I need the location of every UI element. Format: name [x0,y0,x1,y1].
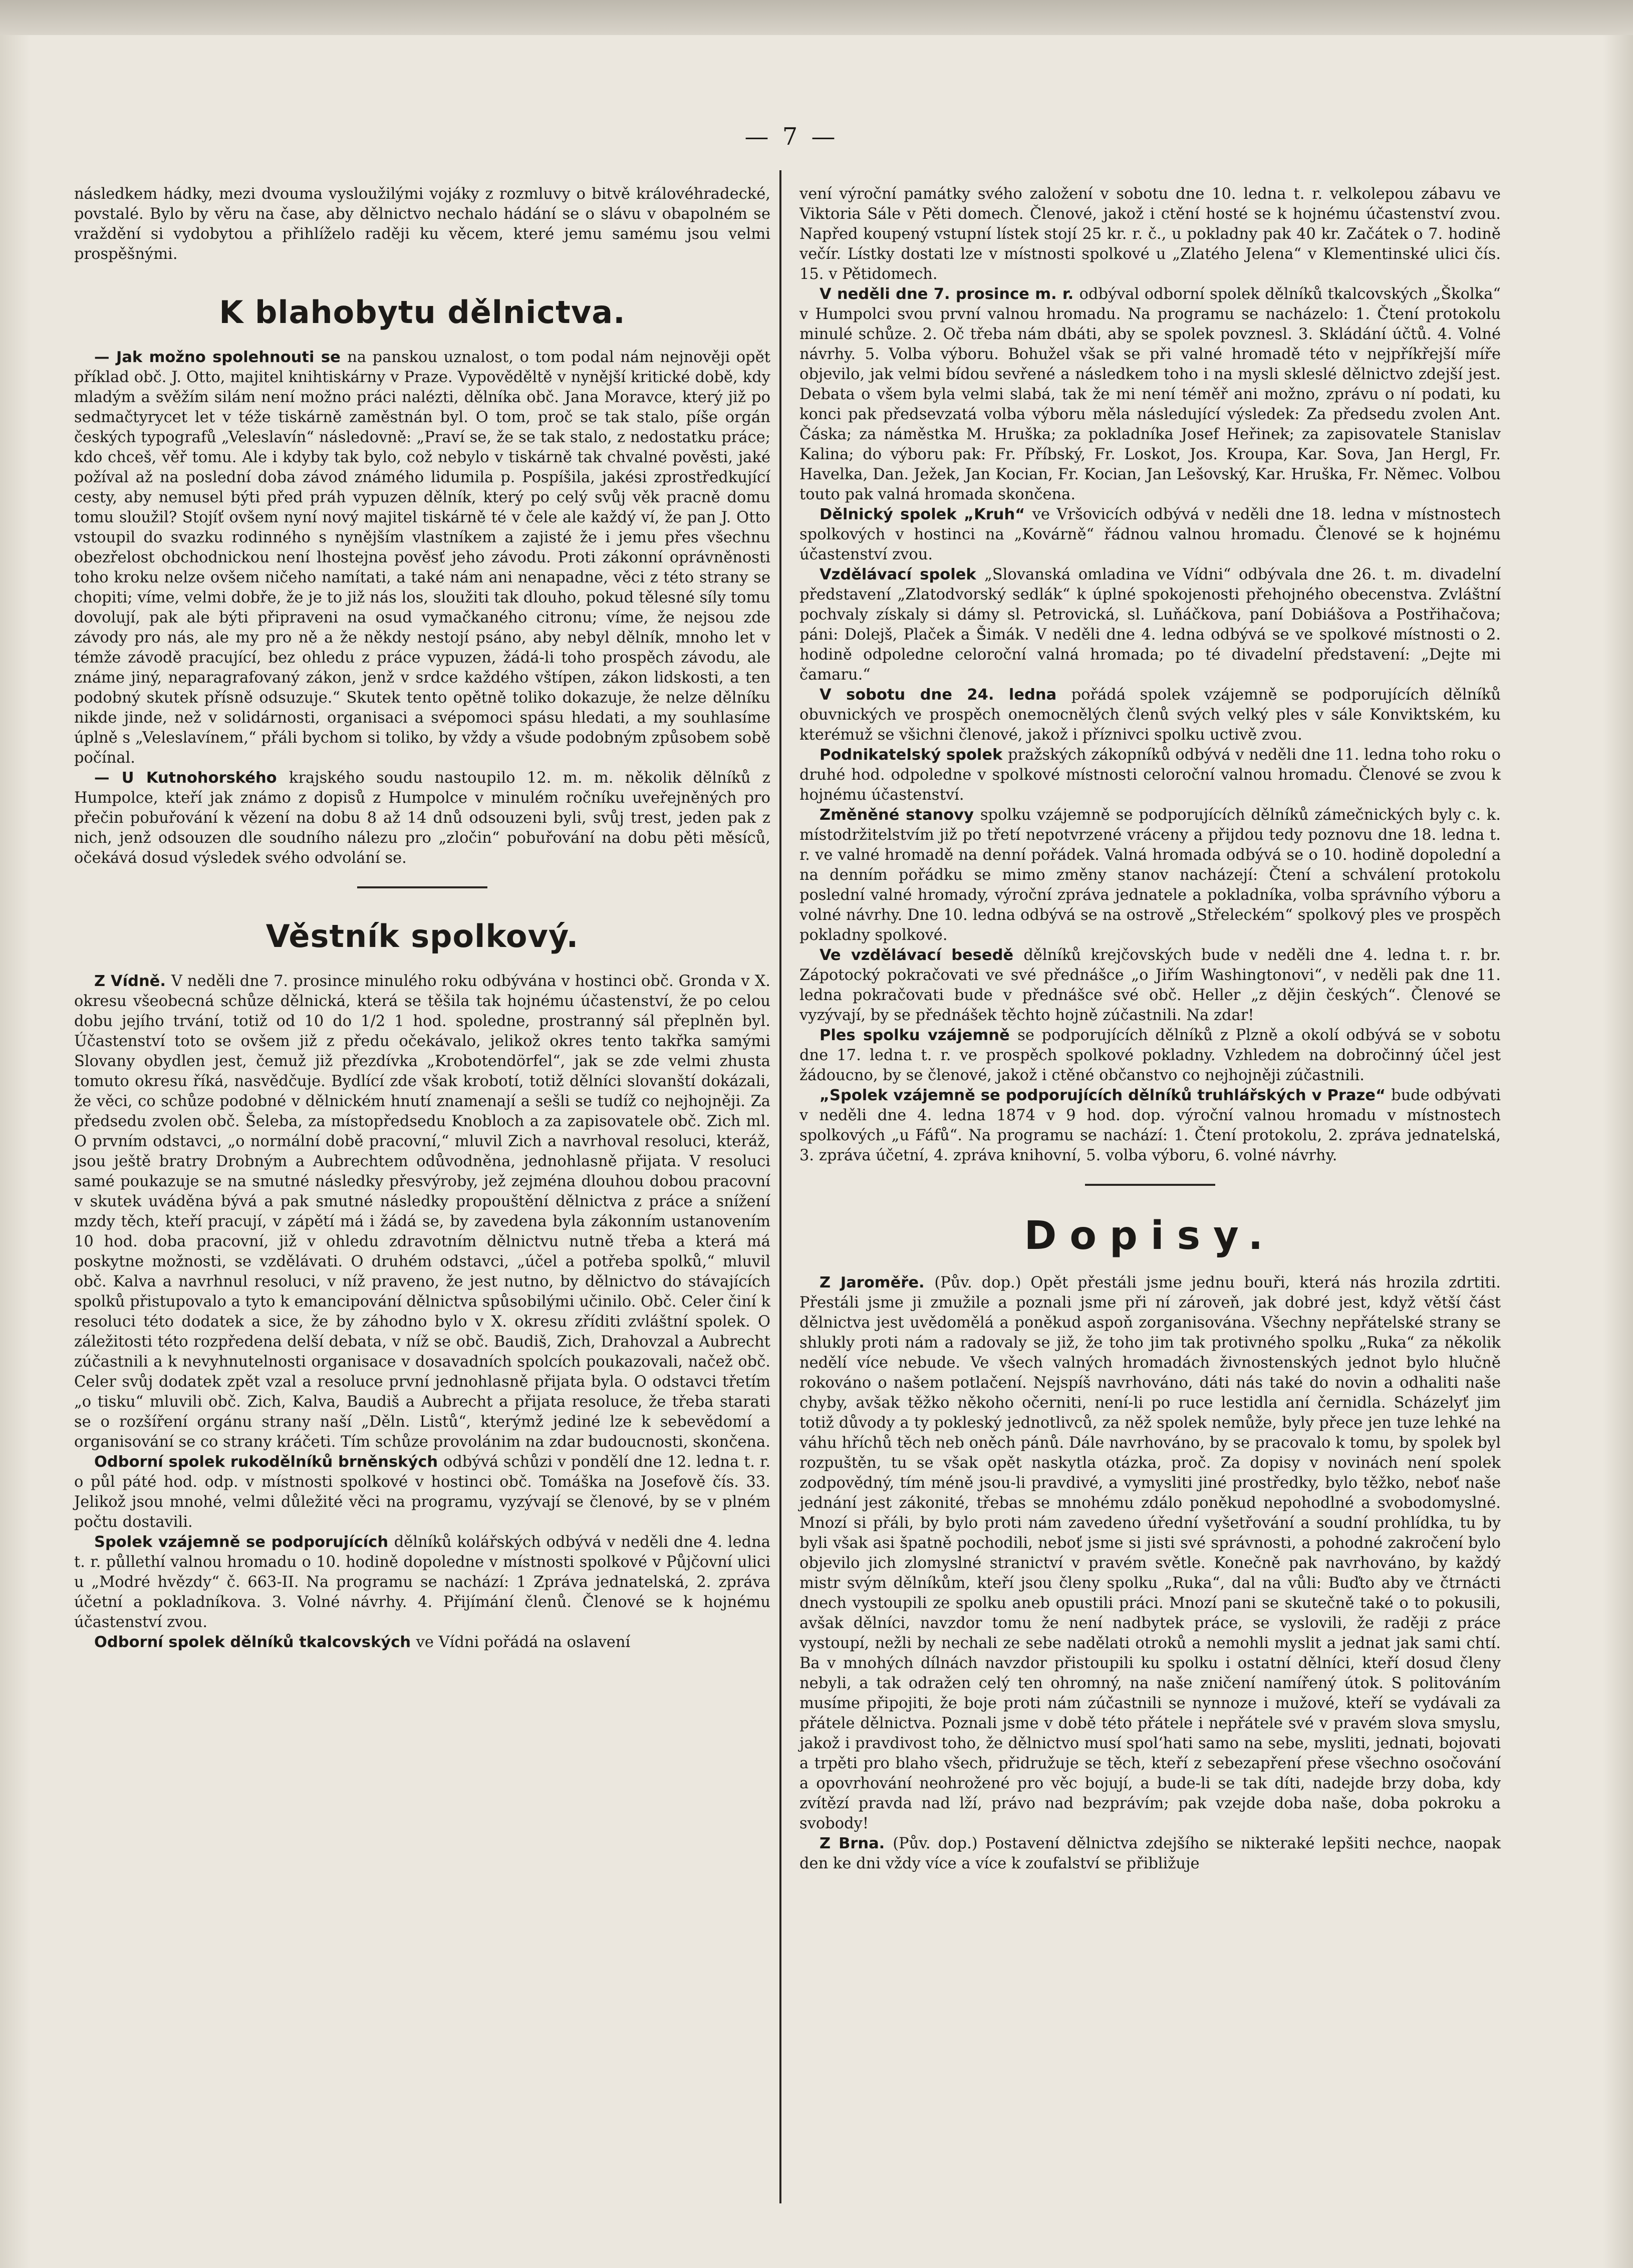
letter-jaromer-text: (Pův. dop.) Opět přestáli jsme jednu bouři, která nás hrozila zdrtiti. Přestáli jsme ji zmužile a poznali jsme při ní zároveň, jak dobré jest, když větší část dělnictva jest uvědomělá a poněkud aspoň zorganisována. Všechny nepřátelské strany se shlukly proti nám a radovaly se již, že toho jim tak protivného spolku „Ruka“ za několik nedělí více nebude. Ve všech valných hromadách živnostenských jednot bylo hlučně rokováno o našem potlačení. Nejspíš navrhováno, dáti nás také do novin a odhaliti naše chyby, avšak těžko někoho očerniti, není-li po ruce lestidla aní černidla. Scházelyť jim totiž důvody a ty pokleský jednotlivců, za něž spolek nemůže, byly přece jen tuze lehké na váhu hříchů těch neb oněch pánů. Dále navrhováno, by se pracovalo k tomu, by spolek byl rozpuštěn, tu se však opět naskytla otázka, proč. Za dopisy v novinách není spolek zodpovědný, tím méně jsou-li pravdivé, a vymysliti jiné prostředky, bylo těžko, neboť naše jednání jest zákonité, třebas se mnohému zdálo poněkud nepohodlné a svobodomyslné. Mnozí si přáli, by bylo proti nám zavedeno úřední vyšetřování a soudní prohlídka, tu by byli však asi špatně pochodili, neboť jsme si jisti své správnosti, a pohodné zakročení bylo objevilo jich zlomyslné stranictví v pravém světle. Konečně pak navrhováno, by každý mistr svým dělníkům, kteří jsou členy spolku „Ruka“, dal na vůli: Buďto aby ve čtrnácti dnech vystoupili ze spolku aneb opustili práci. Mnozí pani se skutečně také o to pokusili, avšak dělníci, navzdor tomu že není nadbytek práce, se vyslovili, že raději z práce vystoupí, nežli by nechali ze sebe nadělati otroků a nemohli myslit a jednat jak sami chtí. Ba v mnohých dílnách navzdor přistoupili ku spolku i ostatní dělníci, kteří dosud členy nebyli, a tak odražen celý ten ohromný, na naše zničení namířený útok. S politováním musíme připojiti, že boje proti nám zúčastnili se nynnoze i mužové, kteří se vydávali za přátele dělnictva. Poznali jsme v době této přátele i nepřátele své v pravém slova smyslu, jakož i pravdivost toho, že dělnictvo musí spol‘hati samo na sebe, mysliti, jednati, bojovati a trpěti pro blaho všech, přidružuje se těch, kteří z sebezapření přese všechno osočování a opovrhování neohrožené pro věc bojují, a bude-li se tak díti, nadejde brzy doba, kdy zvítězí pravda nad lží, právo nad bezprávím; pak vzejde doba naše, doba pokroku a svobody! [799,1274,1501,1832]
notice-vidne-lead: Z Vídně. [94,973,171,990]
article-otto-text: na panskou uznalost, o tom podal nám nejnověji opět příklad obč. J. Otto, majitel knihtiskárny v Praze. Vypověděltě v nynější kritické době, kdy mladým a svěžím silám není možno práci nalézti, dělníka obč. Jana Moravce, který již po sedmačtyrycet let v téže tiskárně zaměstnán byl. O tom, proč se tak stalo, píše orgán českých typografů „Veleslavín“ následovně: „Praví se, že se tak stalo, z nedostatku práce; kdo chceš, věř tomu. Ale i kdyby tak bylo, což nebylo v tiskárně tak chvalné pověsti, jaké požíval až na poslední doba závod známého lidumila p. Pospíšila, jakési zprostředkující cesty, aby nemusel býti před práh vypuzen dělník, který po celý svůj věk pracně domu tomu sloužil? Stojíť ovšem nyní nový majitel tiskárně té v čele ale každý ví, že pan J. Otto vstoupil do svazku rodinného s nynějším vlastníkem a zajisté že i jemu přes všechnu obezřelost obchodnickou není lhostejna pověsť jeho závodu. Proti zákonní oprávněnosti toho kroku nelze ovšem ničeho namítati, a také nám ani nenapadne, věci z této strany se chopiti; víme, velmi dobře, že je to již nás los, sloužiti tak dlouho, pokud tělesné síly tomu dovolují, pak ale býti připraveni na osud vymačkaného citronu; víme, že nejsou zde závody pro nás, ale my pro ně a že někdy nestojí psáno, aby nebyl dělník, mnoho let v témže závodě pracující, bez ohledu z práce vypuzen, žádá-li toho prospěch závodu, ale známe jiný, neparagrafovaný zákon, jenž v srdce každého vštípen, zákon lidskosti, a ten podobný skutek přísně odsuzuje.“ Skutek tento opětně toliko dokazuje, že nelze dělníku nikde jinde, než v solidárnosti, organisaci a svépomoci spásu hledati, a my souhlasíme úplně s „Veleslavínem,“ přáli bychom si toliko, by vždy a všude podobným způsobem sobě počínal. [74,349,771,767]
notice-truhlari [799,1086,1501,1166]
notice-plzen-text: se podporujících dělníků z Plzně a okolí odbývá se v sobotu dne 17. ledna t. r. ve prospěch spolkové pokladny. Vzhledem na dobročinný účel jest žádoucno, by se členové, jakož i ctěné občanstvo co nejhojněji zúčastnili. [799,1027,1501,1084]
notice-kruh [799,505,1501,565]
notice-zakopnici-text: pražských zákopníků odbývá v neděli dne 11. ledna toho roku o druhé hod. odpoledne v spolkové místnosti celoroční valnou hromadu. Členové se zvou k hojnému účastenství. [799,746,1501,804]
notice-omladina-lead: Vzdělávací spolek [820,566,985,583]
right-column [799,184,1501,1874]
notice-humpolec-text: odbýval odborní spolek dělníků tkalcovských „Školka“ v Humpolci svou první valnou hromadu. Na programu se nacházelo: 1. Čtení protokolu minulé schůze. 2. Oč třeba nám dbáti, aby se spolek povznesl. 3. Skládání účtů. 4. Volné návrhy. 5. Volba výboru. Bohužel však se při valné hromadě této v nejpříkřejší míře objevilo, jak velmi bídou sevřené a následkem toho i na mysli skleslé dělnictvo zdejší jest. Debata o všem byla velmi slabá, tak že mi není téměř ani možno, zprávu o ní podati, ku konci pak předsevzatá volba výboru měla následující výsledek: Za předsedu zvolen Ant. Čáska; za náměstka M. Hruška; za pokladníka Josef Heřinek; za zapisovatele Stanislav Kalina; do výboru pak: Fr. Příbský, Fr. Loskot, Jos. Kroupa, Kar. Sova, Jan Hergl, Fr. Havelka, Dan. Ježek, Jan Kocian, Fr. Kocian, Jan Lešovský, Kar. Hruška, Fr. Němec. Volbou touto pak valná hromada skončena. [799,285,1501,503]
notice-plzen [799,1026,1501,1086]
section-divider-dopisy [1085,1184,1215,1186]
column-rule [779,170,781,2203]
notice-brno-lead: Odborní spolek rukodělníků brněnských [94,1453,443,1471]
notice-humpolec [799,284,1501,505]
article-otto-lead: — Jak možno spolehnouti se [94,349,348,366]
notice-tkalci [74,1633,770,1653]
notice-kruh-lead: Dělnický spolek „Kruh“ [820,506,1032,523]
article-kutnohorsky [74,768,770,868]
notice-ples-obuvnici-lead: V sobotu dne 24. ledna [820,686,1071,704]
notice-omladina [799,565,1501,685]
notice-stanovy-text: spolku vzájemně se podporujících dělníků zámečnických byly c. k. místodržitelstvím již po třetí nepotvrzené vráceny a přijdou tedy poznovu dne 18. ledna t. r. ve valné hromadě na denní pořádek. Valná hromada odbývá se o 10. hodině dopolední a na denním pořádku se mimo změny stanov nacházejí: Čtení a schválení protokolu poslední valné hromady, výroční zpráva jednatele a pokladníka, volba správního výboru a volné návrhy. Dne 10. ledna odbývá se na ostrově „Střeleckém“ spolkový ples ve prospěch pokladny spolkové. [799,806,1501,944]
page-number: — 7 — [744,123,839,151]
left-column [74,184,770,1653]
notice-beseda-text: dělníků krejčovských bude v neděli dne 4. ledna t. r. br. Zápotocký pokračovati ve své přednášce „o Jiřím Washingtonovi“, v neděli pak dne 11. ledna pokračovati bude v přednášce své obč. Heller „z dějin českých“. Členové se vyzývají, by se přednášek těchto hojně zúčastnili. Na zdar! [799,946,1501,1024]
letter-brno-text: (Pův. dop.) Postavení dělnictva zdejšího se nikteraké lepšiti nechce, naopak den ke dni vždy více a více k zoufalství se přibližuje [799,1835,1501,1872]
letter-brno [799,1834,1501,1874]
notice-truhlari-lead: „Spolek vzájemně se podporujících dělníků truhlářských v Praze“ [820,1087,1392,1104]
notice-beseda-lead: Ve vzdělávací besedě [820,946,1024,964]
section-divider [357,886,487,888]
notice-plzen-lead: Ples spolku vzájemně [820,1027,1018,1044]
article-otto [74,348,770,768]
notice-brno-rukodelnici [74,1452,770,1532]
notice-stanovy-lead: Změněné stanovy [820,806,980,824]
intro-paragraph: následkem hádky, mezi dvouma vysloužilými vojáky z rozmluvy o bitvě královéhradecké, povstalé. Bylo by věru na čase, aby dělnictvo nechalo hádání se o slávu v obapolném se vraždění si vydobytou a přihlíželo raději ku věcem, které jemu samému jsou velmi prospěšnými. [74,185,770,263]
heading-vestnik: Věstník spolkový. [265,918,579,954]
notice-zakopnici-lead: Podnikatelský spolek [820,746,1008,764]
notice-brno-text: odbývá schůzi v pondělí dne 12. ledna t. r. o půl páté hod. odp. v místnosti spolkové v hostinci obč. Tomáška na Josefově čís. 33. Jelikož jsou mnohé, velmi důležité věci na programu, vyzývají se členové, by se v plném počtu dostavili. [74,1453,770,1531]
notice-truhlari-text: bude odbývati v neděli dne 4. ledna 1874 v 9 hod. dop. výroční valnou hromadu v místnostech spolkových „u Fáfů“. Na programu se nachází: 1. Čtení protokolu, 2. zpráva jednatelská, 3. zpráva účetní, 4. zpráva knihovní, 5. volba výboru, 6. volné návrhy. [799,1087,1501,1164]
notice-kolari-text: dělníků kolářských odbývá v neděli dne 4. ledna t. r. půllethí valnou hromadu o 10. hodině dopoledne v místnosti spolkové v Půjčovní ulici u „Modré hvězdy“ č. 663-II. Na programu se nachází: 1 Zpráva jednatelská, 2. zpráva účetní a pokladníkova. 3. Volné návrhy. 4. Přijímání členů. Členové se k hojnému účastenství zvou. [74,1533,770,1631]
notice-vidne [74,971,770,1452]
notice-vidne-text: V neděli dne 7. prosince minulého roku odbývána v hostinci obč. Gronda v X. okresu všeobecná schůze dělnická, která se těšila tak hojnému účastenství, že po celou dobu jejího trvání, totiž od 10 do 1/2 1 hod. spoledne, prostranný sál přeplněn byl. Účastenství toto se ovšem již z předu očekávalo, jelikož okres tento takřka samými Slovany obydlen jest, čemuž již přezdívka „Krobotendörfel“, jak se zde velmi zhusta tomuto okresu říká, nasvědčuje. Bydlící zde však krobotí, totiž dělníci slovanští dokázali, že věci, co schůze podobné v dělnickém hnutí znamenají a sešli se tudíž co nejhojněji. Za předsedu zvolen obč. Šeleba, za místopředsedu Knobloch a za zapisovatele obč. Zich ml. O prvním odstavci, „o normální době pracovní,“ mluvil Zich a navrhoval resoluci, kteráž, jsou ještě bratry Drobným a Aubrechtem odůvodněna, jednohlasně přijata. V resoluci samé poukazuje se na smutné následky přesvýroby, jež zejména dlouhou dobou pracovní v skutek uváděna bývá a pak smutné následky propouštění dělnictva z práce a snížení mzdy těch, kteří pracují, v zápětí má i žádá se, by zavedena byla zákonním ustanovením 10 hod. doba pracovní, již v ohledu zdravotním dělnictvu nutně třeba a která má poskytne možnosti, se vzdělávati. O druhém odstavci, „účel a potřeba spolků,“ mluvil obč. Kalva a navrhnul resoluci, v níž praveno, že jest nutno, by dělnictvo do stávajících spolků přistupovalo a tyto k emancipování dělnictva spůsobilými učinilo. Obč. Celer činí k resoluci této dodatek a sice, že by záhodno bylo v X. okresu zříditi zvláštní spolek. O záležitosti této rozpředena delší debata, v níž se obč. Baudiš, Zich, Drahovzal a Aubrecht zúčastnili a k nevyhnutelnosti organisace v dosavadních spolcích poukazovali, načež obč. Celer svůj dodatek zpět vzal a resoluce první jednohlasně přijata byla. O odstavci třetím „o tisku“ mluvili obč. Zich, Kalva, Baudiš a Aubrecht a přijata resoluce, že třeba starati se o rozšíření orgánu strany naší „Děln. Listů“, kterýmž jediné lze k sebevědomí a organisování se co strany kráčeti. Tím schůze provolánim na zdar budoucnosti, skončena. [74,973,770,1451]
page-top-shadow [0,0,1633,35]
notice-humpolec-lead: V neděli dne 7. prosince m. r. [820,285,1079,303]
notice-zakopnici [799,745,1501,805]
notice-kolari [74,1532,770,1633]
notice-kolari-lead: Spolek vzájemně se podporujících [94,1533,394,1551]
letter-brno-lead: Z Brna. [820,1835,893,1852]
notice-ples-obuvnici-text: pořádá spolek vzájemně se podporujících dělníků obuvnických ve prospěch onemocnělých členů svých velký ples v sále Konviktském, ku kterémuž se všichni členové, jakož i příznivci spolku uctivě zvou. [799,686,1501,744]
notice-kruh-text: ve Vršovicích odbývá v neděli dne 18. ledna v místnostech spolkových v hostinci na „Kovárně“ řádnou valnou hromadu. Členové se k hojnému účastenství zvou. [799,506,1501,563]
letter-jaromer-lead: Z Jaroměře. [820,1274,935,1291]
notice-ples-obuvnici [799,685,1501,745]
notice-omladina-text: „Slovanská omladina ve Vídni“ odbývala dne 26. t. m. divadelní představení „Zlatodvorský sedlák“ k úplné spokojenosti přehojného obecenstva. Zvláštní pochvaly získaly si dámy sl. Petrovická, sl. Luňáčkova, paní Dobiášova a Postřihačova; páni: Dolejš, Plaček a Šimák. V neděli dne 4. ledna odbývá se ve spolkové místnosti o 2. hodině odpoledne celoroční valná hromada; po té divadelní představení: „Dejte mi čamaru.“ [799,566,1501,684]
article-kutnohorsky-lead: — U Kutnohorského [94,769,289,787]
article-kutnohorsky-text: krajského soudu nastoupilo 12. m. m. několik dělníků z Humpolce, kteří jak známo z dopisů z Humpolce v minulém ročníku uveřejněných pro přečin pobuřování k vězení na dobu 8 až 14 dnů odsouzeni byli, svůj trest, jeden pak z nich, jenž odsouzen dle soudního nálezu pro „zločin“ pobuřování na dobu pěti měsíců, očekává dosud výsledek svého odvolání se. [74,769,770,867]
heading-dopisy: Dopisy. [1024,1213,1276,1258]
notice-beseda [799,945,1501,1026]
notice-tkalci-lead: Odborní spolek dělníků tkalcovských [94,1634,416,1651]
notice-stanovy [799,805,1501,945]
notice-tkalci-text: ve Vídni pořádá na oslavení [416,1634,631,1651]
notice-tkalci-continued: vení výroční památky svého založení v sobotu dne 10. ledna t. r. velkolepou zábavu ve Viktoria Sále v Pěti domech. Členové, jakož i ctění hosté se k hojnému účastenství zvou. Napřed koupený vstupní lístek stojí 25 kr. r. č., u pokladny pak 40 kr. Začátek o 7. hodině večír. Lístky dostati lze v místnosti spolkové u „Zlatého Jelena“ v Klementinské ulici čís. 15. v Pětidomech. [799,185,1501,283]
letter-jaromer [799,1273,1501,1834]
heading-blahobyt: K blahobytu dělnictva. [219,294,626,331]
